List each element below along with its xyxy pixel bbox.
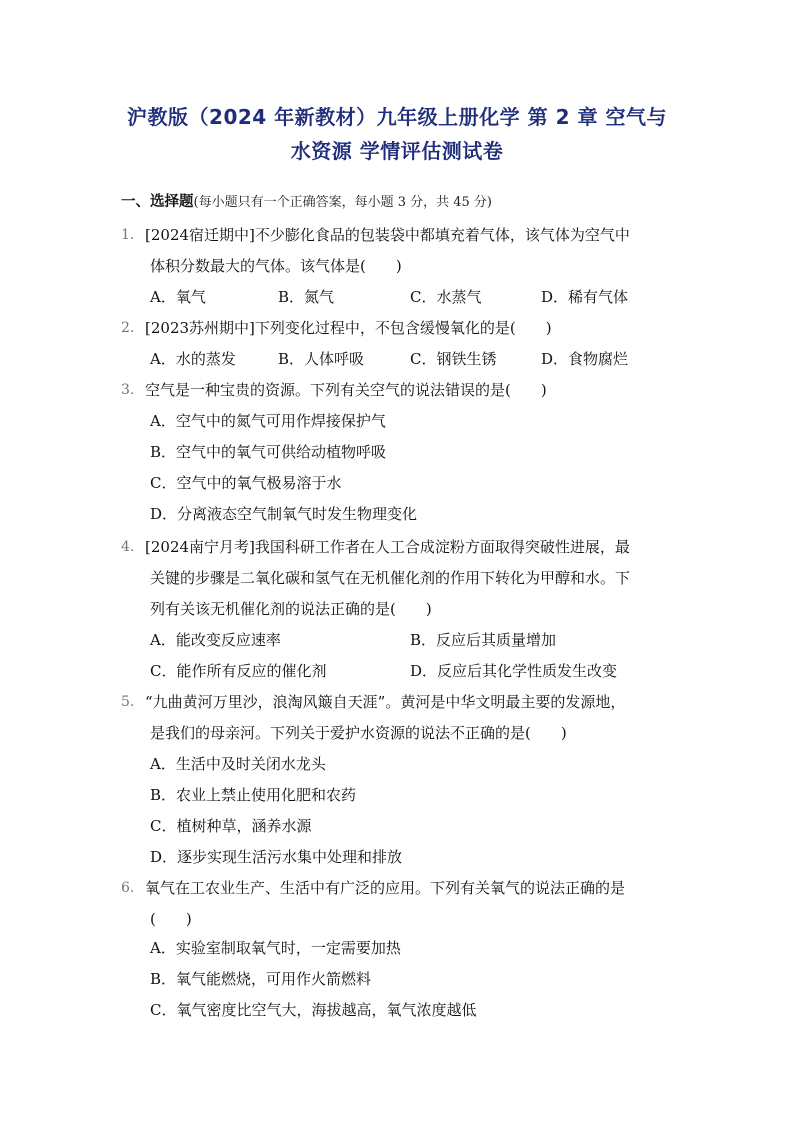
question-text-line: [2024南宁月考]我国科研工作者在人工合成淀粉方面取得突破性进展，最 — [145, 538, 630, 556]
option-b: B．氮气 — [278, 288, 335, 306]
question-text-line: ( ) — [150, 910, 192, 928]
question-number: 6. — [121, 880, 135, 896]
question-text-line: [2023苏州期中]下列变化过程中，不包含缓慢氧化的是( ) — [145, 319, 552, 337]
question-text-line: [2024宿迁期中]不少膨化食品的包装袋中都填充着气体，该气体为空气中 — [145, 226, 630, 244]
option-c: C．氧气密度比空气大，海拔越高，氧气浓度越低 — [150, 1001, 477, 1019]
option-c: C．钢铁生锈 — [410, 350, 497, 368]
option-a: A．空气中的氮气可用作焊接保护气 — [150, 412, 386, 430]
option-b: B．反应后其质量增加 — [410, 631, 557, 649]
question-text-line: 列有关该无机催化剂的说法正确的是( ) — [150, 600, 432, 618]
question-text-line: 是我们的母亲河。下列关于爱护水资源的说法不正确的是( ) — [150, 724, 567, 742]
option-a: A．能改变反应速率 — [150, 631, 281, 649]
question-number: 4. — [121, 539, 135, 555]
section-scoring-note: (每小题只有一个正确答案，每小题 3 分，共 45 分) — [193, 195, 492, 210]
document-title-line-2: 水资源 学情评估测试卷 — [290, 139, 504, 163]
option-c: C．水蒸气 — [410, 288, 482, 306]
option-d: D．稀有气体 — [541, 288, 629, 306]
option-d: D．食物腐烂 — [541, 350, 629, 368]
question-text-line: “九曲黄河万里沙，浪淘风簸自天涯”。黄河是中华文明最主要的发源地， — [145, 693, 626, 711]
question-number: 2. — [121, 320, 135, 336]
option-d: D．分离液态空气制氧气时发生物理变化 — [150, 505, 418, 523]
option-b: B．氧气能燃烧，可用作火箭燃料 — [150, 970, 372, 988]
option-c: C．植树种草，涵养水源 — [150, 817, 312, 835]
option-a: A．水的蒸发 — [150, 350, 236, 368]
question-text-line: 空气是一种宝贵的资源。下列有关空气的说法错误的是( ) — [145, 381, 547, 399]
question-number: 1. — [121, 227, 135, 243]
option-a: A．实验室制取氧气时，一定需要加热 — [150, 939, 401, 957]
option-d: D．反应后其化学性质发生改变 — [410, 662, 618, 680]
option-d: D．逐步实现生活污水集中处理和排放 — [150, 848, 403, 866]
section-heading-label: 一、选择题 — [121, 194, 194, 210]
option-b: B．空气中的氧气可供给动植物呼吸 — [150, 443, 387, 461]
option-a: A．氧气 — [150, 288, 206, 306]
option-b: B．人体呼吸 — [278, 350, 365, 368]
option-b: B．农业上禁止使用化肥和农药 — [150, 786, 357, 804]
question-number: 3. — [121, 382, 135, 398]
question-text-line: 体积分数最大的气体。该气体是( ) — [150, 257, 402, 275]
option-c: C．能作所有反应的催化剂 — [150, 662, 327, 680]
question-text-line: 氧气在工农业生产、生活中有广泛的应用。下列有关氧气的说法正确的是 — [145, 879, 626, 897]
question-number: 5. — [121, 694, 135, 710]
document-title-line-1: 沪教版（2024 年新教材）九年级上册化学 第 2 章 空气与 — [127, 105, 667, 129]
question-text-line: 关键的步骤是二氧化碳和氢气在无机催化剂的作用下转化为甲醇和水。下 — [150, 569, 631, 587]
option-c: C．空气中的氧气极易溶于水 — [150, 474, 342, 492]
option-a: A．生活中及时关闭水龙头 — [150, 755, 326, 773]
section-heading — [121, 190, 492, 215]
